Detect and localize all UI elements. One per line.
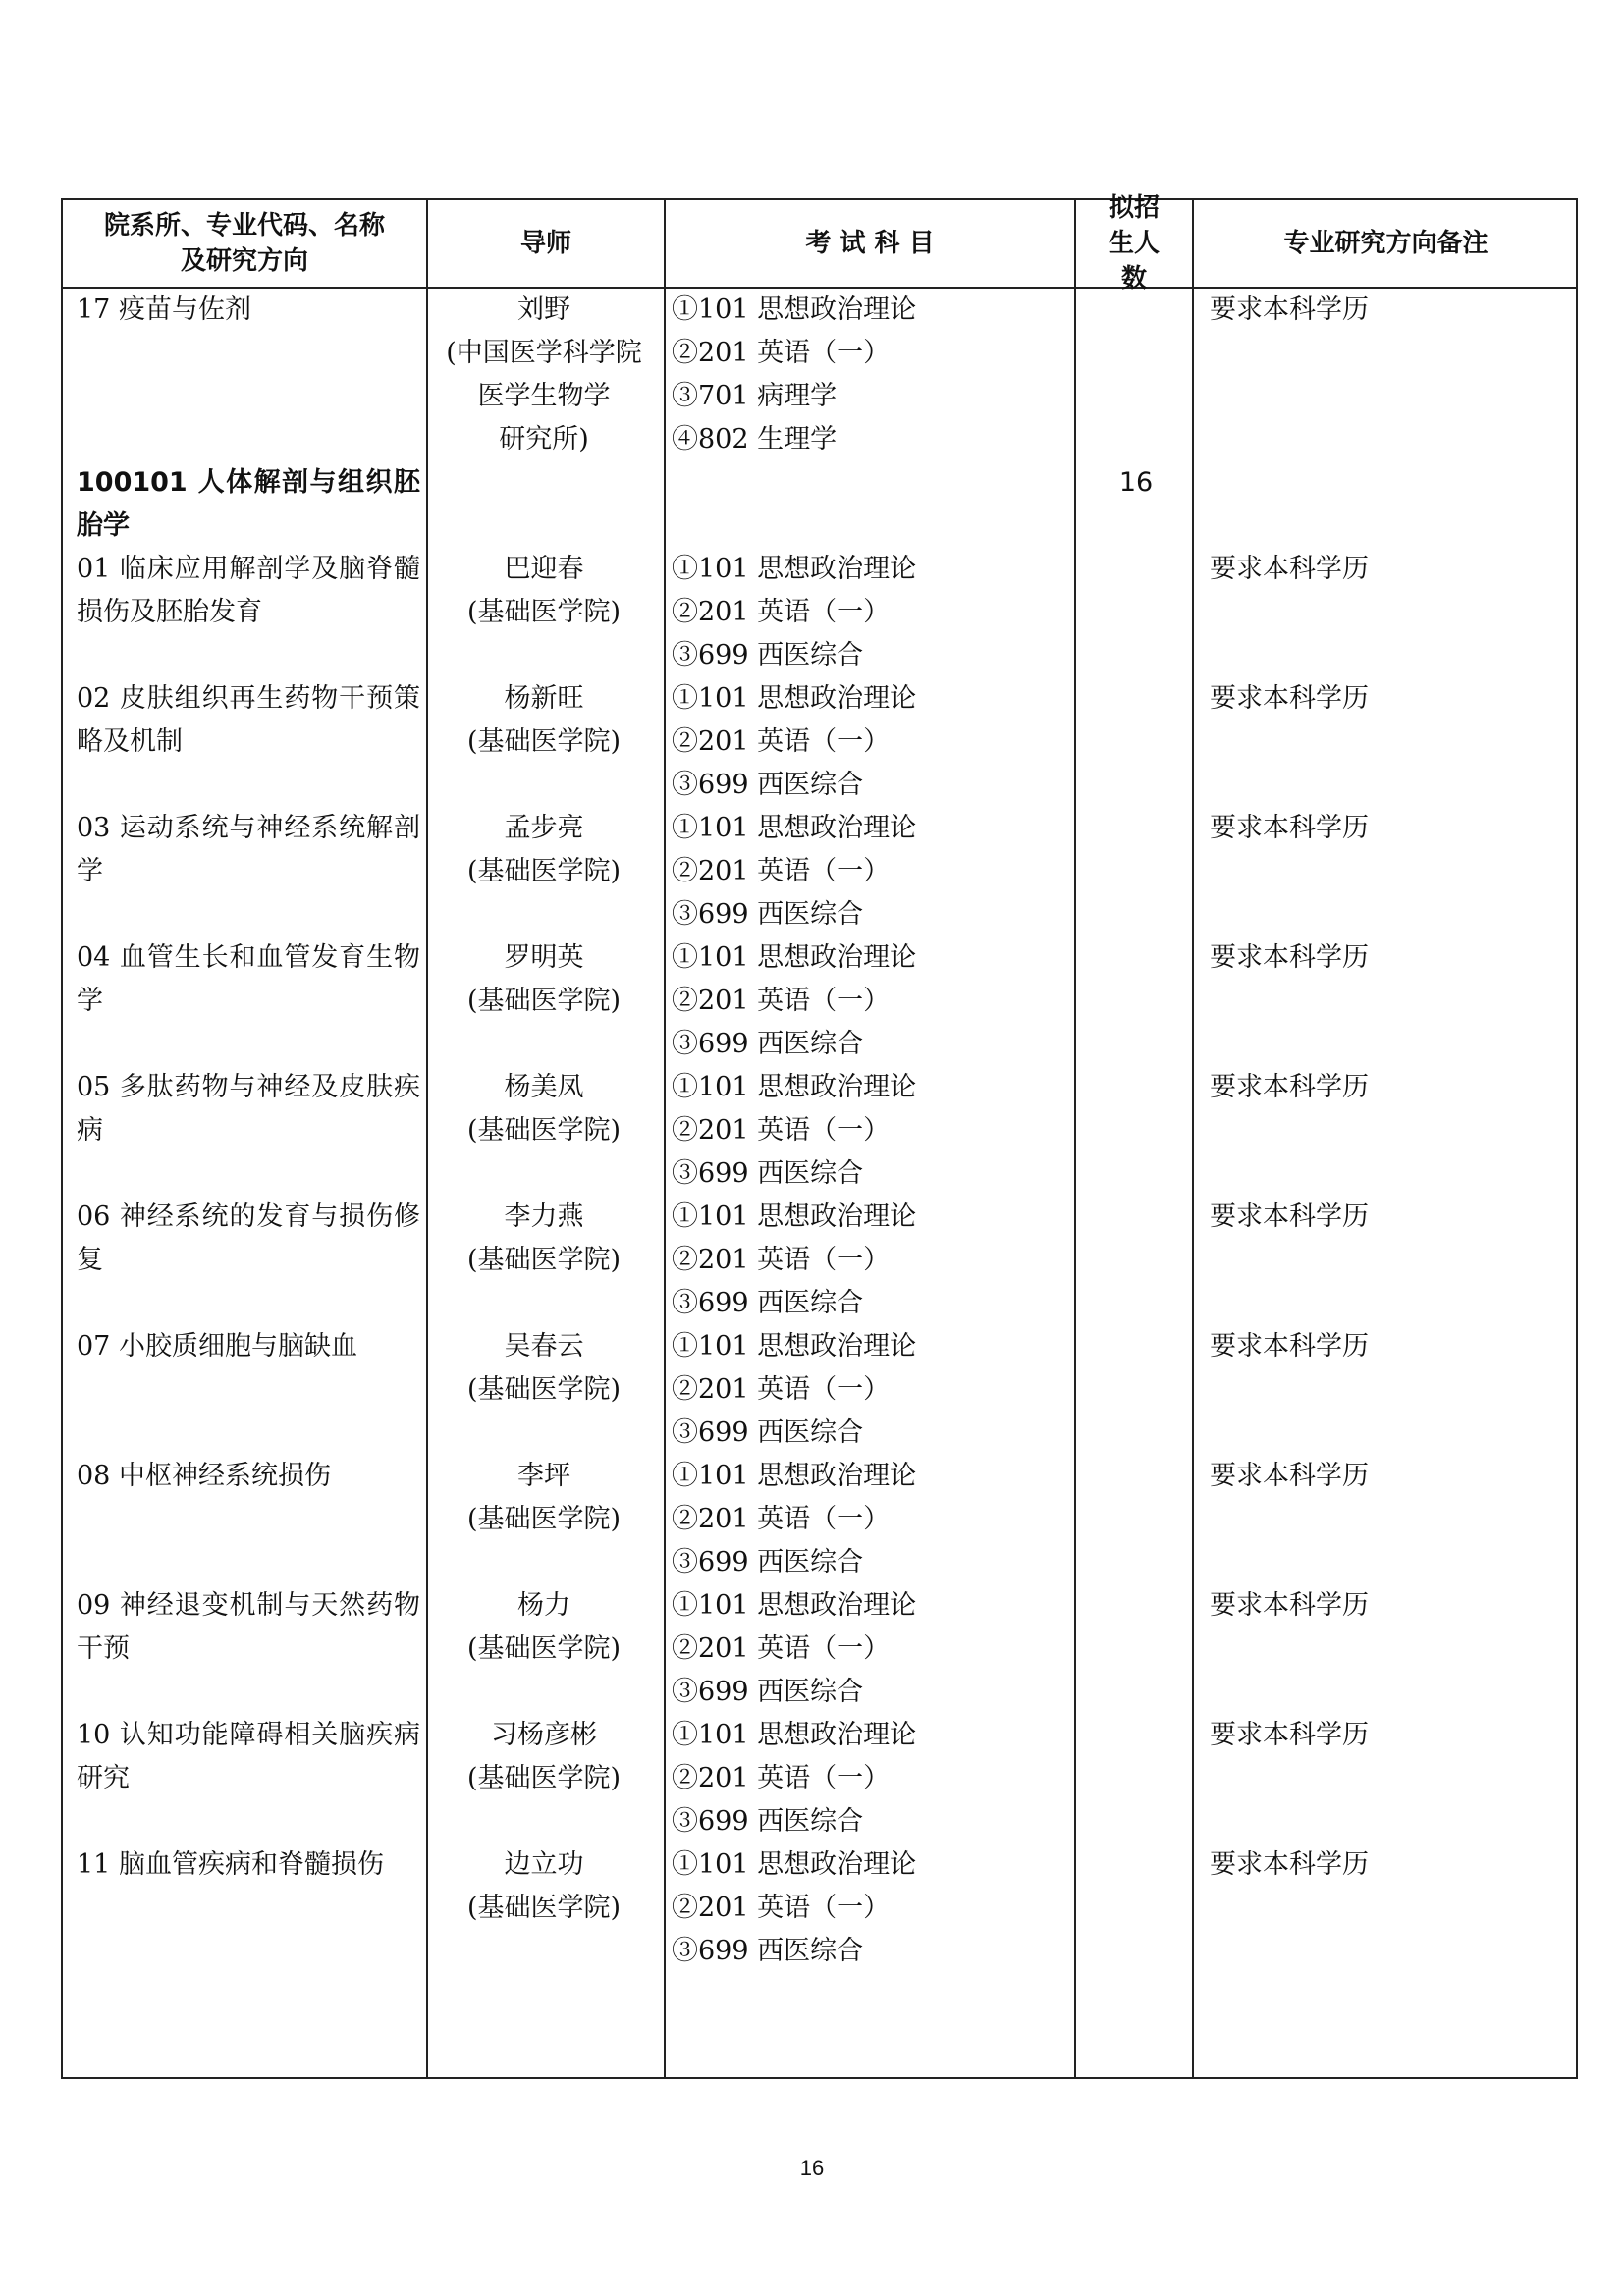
exam-subject: ①101 思想政治理论 <box>672 1720 917 1750</box>
advisor-affiliation: (基础医学院) <box>466 1115 622 1146</box>
advisor-affiliation: (基础医学院) <box>466 1245 622 1275</box>
advisor-affiliation: (基础医学院) <box>466 597 622 627</box>
table-row <box>63 1843 1576 1973</box>
exam-subject: ②201 英语（一） <box>672 1893 891 1923</box>
advisor-cell <box>428 807 660 893</box>
table-row <box>63 1196 1576 1325</box>
table-row <box>63 461 1576 548</box>
research-direction: 09 神经退变机制与天然药物干预 <box>77 1590 420 1664</box>
exam-subject: ②201 英语（一） <box>672 1504 891 1534</box>
exam-subject: ②201 英语（一） <box>672 1633 891 1664</box>
research-direction: 01 临床应用解剖学及脑脊髓损伤及胚胎发育 <box>77 554 420 627</box>
remark: 要求本科学历 <box>1210 1849 1369 1880</box>
exam-subject: ②201 英语（一） <box>672 597 891 627</box>
advisor-affiliation: (基础医学院) <box>466 726 622 757</box>
exam-subject: ③699 西医综合 <box>672 1547 864 1577</box>
exam-subject: ②201 英语（一） <box>672 1374 891 1405</box>
exam-subjects <box>672 1196 1074 1325</box>
remark: 要求本科学历 <box>1210 554 1369 584</box>
exam-subject: ③699 西医综合 <box>672 1417 864 1448</box>
advisor-affiliation: (基础医学院) <box>466 856 622 886</box>
advisor-cell <box>428 1843 660 1930</box>
advisor-name: 孟步亮 <box>504 813 584 843</box>
advisor-name: 巴迎春 <box>504 554 584 584</box>
remark: 要求本科学历 <box>1210 813 1369 843</box>
exam-subject: ③699 西医综合 <box>672 1806 864 1837</box>
exam-subject: ①101 思想政治理论 <box>672 1461 917 1491</box>
advisor-affiliation: (基础医学院) <box>466 986 622 1016</box>
advisor-cell <box>428 1584 660 1671</box>
exam-subject: ③699 西医综合 <box>672 899 864 930</box>
advisor-affiliation: (基础医学院) <box>466 1763 622 1793</box>
exam-subject: ③699 西医综合 <box>672 1029 864 1059</box>
table-row <box>63 289 1576 461</box>
remark: 要求本科学历 <box>1210 1201 1369 1232</box>
table-row <box>63 1584 1576 1714</box>
exam-subject: ③699 西医综合 <box>672 1288 864 1318</box>
exam-subject: ②201 英语（一） <box>672 986 891 1016</box>
advisor-cell <box>428 1325 660 1412</box>
exam-subjects <box>672 1843 1074 1973</box>
table-row <box>63 807 1576 936</box>
research-direction: 17 疫苗与佐剂 <box>77 294 251 325</box>
exam-subject: ①101 思想政治理论 <box>672 683 917 714</box>
advisor-affiliation: (基础医学院) <box>466 1893 622 1923</box>
exam-subject: ②201 英语（一） <box>672 1763 891 1793</box>
exam-subjects <box>672 936 1074 1066</box>
research-direction: 04 血管生长和血管发育生物学 <box>77 942 420 1016</box>
exam-subject: ②201 英语（一） <box>672 1115 891 1146</box>
header-remark: 专业研究方向备注 <box>1283 229 1489 258</box>
table-row <box>63 1455 1576 1584</box>
exam-subject: ①101 思想政治理论 <box>672 554 917 584</box>
advisor-name: 李力燕 <box>504 1201 584 1232</box>
table-row <box>63 677 1576 807</box>
research-direction: 05 多肽药物与神经及皮肤疾病 <box>77 1072 420 1146</box>
exam-subject: ①101 思想政治理论 <box>672 1590 917 1621</box>
remark: 要求本科学历 <box>1210 1331 1369 1362</box>
exam-subject: ③699 西医综合 <box>672 640 864 670</box>
research-direction: 02 皮肤组织再生药物干预策略及机制 <box>77 683 420 757</box>
remark: 要求本科学历 <box>1210 1072 1369 1102</box>
exam-subject: ①101 思想政治理论 <box>672 294 917 325</box>
advisor-name: 罗明英 <box>504 942 584 973</box>
exam-subjects <box>672 807 1074 936</box>
exam-subjects <box>672 1325 1074 1455</box>
exam-subject: ③701 病理学 <box>672 381 838 411</box>
advisor-name: 杨力 <box>517 1590 570 1621</box>
header-quota: 拟招生人数 <box>1108 193 1160 294</box>
table-row <box>63 1714 1576 1843</box>
advisor-affiliation: (基础医学院) <box>466 1504 622 1534</box>
exam-subjects <box>672 1066 1074 1196</box>
advisor-name: 杨美凤 <box>504 1072 584 1102</box>
advisor-affiliation: (中国医学科学院 医学生物学 研究所) <box>446 338 642 454</box>
table-row <box>63 548 1576 677</box>
exam-subject: ①101 思想政治理论 <box>672 1201 917 1232</box>
advisor-name: 吴春云 <box>504 1331 584 1362</box>
advisor-name: 杨新旺 <box>504 683 584 714</box>
advisor-cell <box>428 1066 660 1152</box>
advisor-affiliation: (基础医学院) <box>466 1374 622 1405</box>
exam-subject: ①101 思想政治理论 <box>672 1331 917 1362</box>
exam-subject: ③699 西医综合 <box>672 1677 864 1707</box>
advisor-cell <box>428 1196 660 1282</box>
exam-subjects <box>672 677 1074 807</box>
exam-subject: ④802 生理学 <box>672 424 838 454</box>
remark: 要求本科学历 <box>1210 1590 1369 1621</box>
table-row <box>63 1066 1576 1196</box>
advisor-cell <box>428 1714 660 1800</box>
exam-subject: ③699 西医综合 <box>672 1158 864 1189</box>
advisor-name: 刘野 <box>517 294 570 325</box>
exam-subjects <box>672 1714 1074 1843</box>
research-direction: 07 小胶质细胞与脑缺血 <box>77 1331 357 1362</box>
remark: 要求本科学历 <box>1210 942 1369 973</box>
quota-count: 16 <box>1118 467 1154 498</box>
exam-subject: ②201 英语（一） <box>672 856 891 886</box>
exam-subject: ②201 英语（一） <box>672 338 891 368</box>
advisor-cell <box>428 289 660 461</box>
research-direction: 11 脑血管疾病和脊髓损伤 <box>77 1849 384 1880</box>
admissions-table <box>61 193 1578 2079</box>
exam-subject: ②201 英语（一） <box>672 1245 891 1275</box>
research-direction: 08 中枢神经系统损伤 <box>77 1461 331 1491</box>
advisor-affiliation: (基础医学院) <box>466 1633 622 1664</box>
table-row <box>63 1325 1576 1455</box>
advisor-cell <box>428 677 660 764</box>
research-direction: 06 神经系统的发育与损伤修复 <box>77 1201 420 1275</box>
exam-subject: ①101 思想政治理论 <box>672 1849 917 1880</box>
exam-subjects <box>672 1455 1074 1584</box>
advisor-cell <box>428 548 660 634</box>
advisor-cell <box>428 936 660 1023</box>
header-advisor: 导师 <box>519 229 571 258</box>
remark: 要求本科学历 <box>1210 1720 1369 1750</box>
remark: 要求本科学历 <box>1210 1461 1369 1491</box>
research-direction: 03 运动系统与神经系统解剖学 <box>77 813 420 886</box>
exam-subject: ③699 西医综合 <box>672 1936 864 1966</box>
exam-subjects <box>672 289 1074 461</box>
page-number: 16 <box>799 2156 825 2180</box>
exam-subject: ②201 英语（一） <box>672 726 891 757</box>
advisor-name: 李坪 <box>517 1461 570 1491</box>
remark: 要求本科学历 <box>1210 683 1369 714</box>
exam-subjects <box>672 1584 1074 1714</box>
advisor-name: 习杨彦彬 <box>491 1720 597 1750</box>
remark: 要求本科学历 <box>1210 294 1369 325</box>
exam-subject: ③699 西医综合 <box>672 770 864 800</box>
advisor-name: 边立功 <box>504 1849 584 1880</box>
advisor-cell <box>428 1455 660 1541</box>
major-title: 100101 人体解剖与组织胚胎学 <box>77 467 420 541</box>
table-row <box>63 936 1576 1066</box>
header-exams: 考 试 科 目 <box>805 229 935 258</box>
header-direction: 院系所、专业代码、名称及研究方向 <box>103 211 385 276</box>
exam-subject: ①101 思想政治理论 <box>672 942 917 973</box>
research-direction: 10 认知功能障碍相关脑疾病研究 <box>77 1720 420 1793</box>
exam-subjects <box>672 548 1074 677</box>
exam-subject: ①101 思想政治理论 <box>672 1072 917 1102</box>
exam-subject: ①101 思想政治理论 <box>672 813 917 843</box>
